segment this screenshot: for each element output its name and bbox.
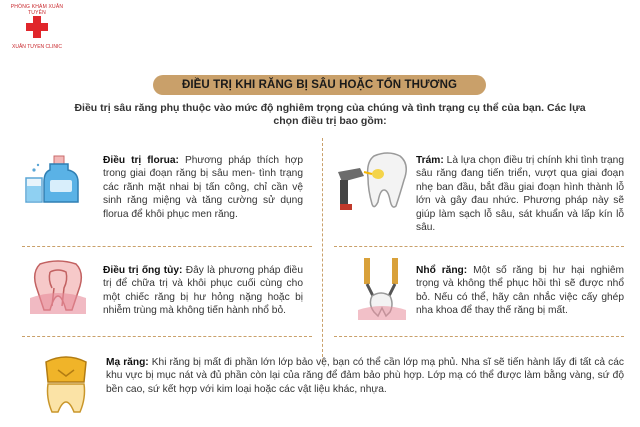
list-item bbox=[416, 264, 624, 318]
item-text: Khi răng bị mất đi phần lớn lớp bảo vệ, bạn có thể cần lớp mạ phủ. Nha sĩ sẽ tiến hành lấy đi tất cả các khu vực bị mục nát và đủ phần còn lại của răng để đảm bảo phù hợp. Lớp mạ có thể được làm bằng vàng, sứ độ bền cao, sứ kết hợp với kim loại hoặc các vật liệu khác, nhựa. bbox=[106, 357, 624, 395]
intro-text: Điều trị sâu răng phụ thuộc vào mức độ nghiêm trọng của chúng và tình trạng cụ thể của bạn. Các lựa chọn điều trị bao gồm: bbox=[74, 102, 586, 127]
item-title: Nhổ răng: bbox=[416, 265, 468, 276]
item-text: Một số răng bị hư hại nghiêm trọng và không thể phục hồi thì sẽ được nhổ bỏ. Nếu có thể, hãy cân nhắc việc cấy ghép nha khoa để thay thế răng bị mất. bbox=[416, 265, 624, 317]
dental-crown-icon bbox=[40, 352, 92, 421]
item-title: Điều trị ống tủy: bbox=[103, 265, 183, 276]
row-divider-right-1 bbox=[334, 246, 624, 247]
root-canal-icon bbox=[28, 258, 88, 319]
dental-drill-icon bbox=[334, 150, 414, 219]
mouthwash-icon bbox=[22, 152, 92, 209]
tooth-extraction-icon bbox=[352, 256, 412, 325]
column-divider bbox=[322, 138, 323, 362]
row-divider-left-1 bbox=[22, 246, 312, 247]
clinic-name-sub: XUÂN TUYEN CLINIC bbox=[12, 44, 62, 50]
list-item bbox=[416, 154, 624, 234]
row-divider-right-2 bbox=[334, 336, 624, 337]
row-divider-left-2 bbox=[22, 336, 312, 337]
clinic-name-arc: PHÒNG KHÁM XUÂN TUYÊN bbox=[10, 4, 64, 16]
title-banner bbox=[153, 75, 486, 95]
red-cross-icon bbox=[26, 16, 48, 38]
item-title: Mạ răng: bbox=[106, 357, 149, 368]
item-text: Phương pháp thích hợp trong giai đoạn răng bị sâu men- tình trạng các rãnh mặt nhai bị tấn công, chỉ cần vệ sinh răng miệng và tăng cường sử dụng florua để khôi phục men răng. bbox=[103, 155, 303, 220]
list-item bbox=[106, 356, 624, 396]
list-item bbox=[103, 264, 303, 318]
list-item bbox=[103, 154, 303, 221]
clinic-logo bbox=[6, 4, 68, 52]
item-title: Trám: bbox=[416, 155, 444, 166]
item-title: Điều trị florua: bbox=[103, 155, 179, 166]
item-text: Đây là phương pháp điều trị để chữa trị và khôi phục cuối cùng cho một chiếc răng bị hư hỏng nặng hoặc bị nhiễm trùng mà không tiến hành nhổ bỏ. bbox=[103, 265, 303, 317]
item-text: Là lựa chọn điều trị chính khi tình trạng sâu răng đang tiến triển, vượt qua giai đoạn nhẹ ban đầu, bắt đầu giai đoạn hình thành lỗ lớn và gây đau nhức. Phương pháp này sẽ giúp làm sạch lỗ sâu, sát khuẩn và lấp kín lỗ sâu. bbox=[416, 155, 624, 234]
page-title: ĐIỀU TRỊ KHI RĂNG BỊ SÂU HOẶC TỔN THƯƠNG bbox=[181, 79, 458, 91]
